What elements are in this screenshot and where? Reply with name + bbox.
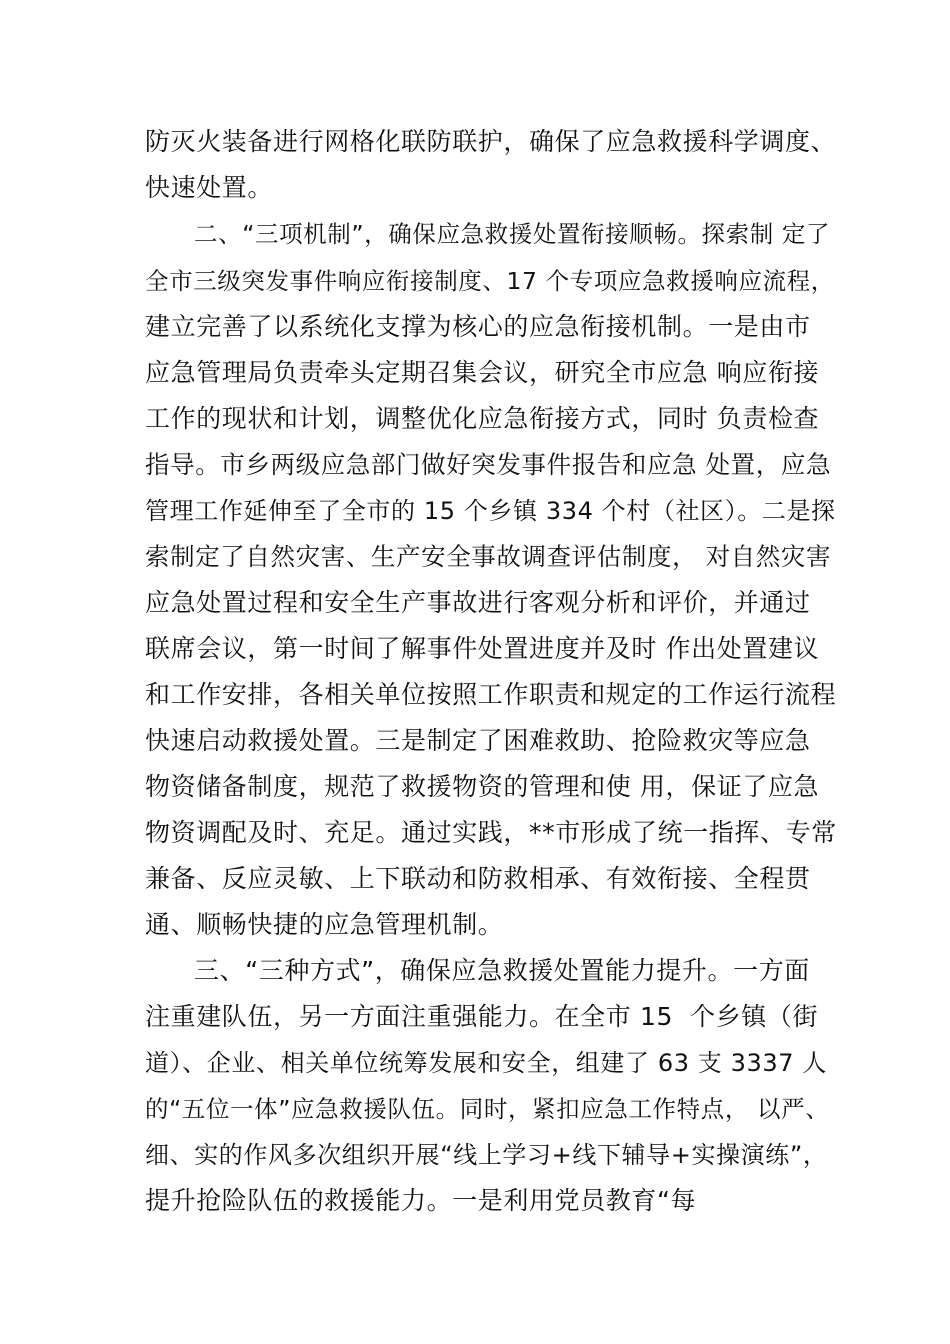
- text-line: 建立完善了以系统化支撑为核心的应急衔接机制。一是由市: [145, 312, 811, 341]
- text-line: 的“五位一体”应急救援队伍。同时，紧扣应急工作特点， 以严、: [145, 1095, 830, 1123]
- text-line: 通、顺畅快捷的应急管理机制。: [145, 910, 504, 939]
- text-line: 注重建队伍，另一方面注重强能力。在全市 15 个乡镇（街: [145, 1002, 819, 1031]
- text-line: 提升抢险队伍的救援能力。一是利用党员教育“每: [145, 1186, 697, 1215]
- text-line: 应急管理局负责牵头定期召集会议，研究全市应急 响应衔接: [145, 358, 820, 387]
- text-line: 索制定了自然灾害、生产安全事故调查评估制度， 对自然灾害: [145, 542, 832, 571]
- text-line: 全市三级突发事件响应衔接制度、17 个专项应急救援响应流程，: [145, 267, 835, 295]
- text-line: 防灭火装备进行网格化联防联护，确保了应急救援科学调度、: [145, 127, 837, 156]
- text-line: 物资储备制度，规范了救援物资的管理和使 用，保证了应急: [145, 772, 820, 801]
- text-line: 联席会议，第一时间了解事件处置进度并及时 作出处置建议: [145, 634, 820, 663]
- section-heading-line: 三、“三种方式”，确保应急救援处置能力提升。一方面: [194, 956, 810, 985]
- text-line: 细、实的作风多次组织开展“线上学习+线下辅导+实操演练”，: [145, 1141, 828, 1169]
- text-line: 和工作安排，各相关单位按照工作职责和规定的工作运行流程: [145, 680, 837, 709]
- text-line: 管理工作延伸至了全市的 15 个乡镇 334 个村（社区）。二是探: [145, 497, 836, 525]
- text-line: 兼备、反应灵敏、上下联动和防救相承、有效衔接、全程贯: [145, 864, 811, 893]
- text-line: 物资调配及时、充足。通过实践，**市形成了统一指挥、专常: [145, 818, 837, 847]
- text-line: 应急处置过程和安全生产事故进行客观分析和评价，并通过: [145, 588, 811, 617]
- text-line: 指导。市乡两级应急部门做好突发事件报告和应急 处置，应急: [145, 450, 832, 479]
- text-line: 道）、企业、相关单位统筹发展和安全，组建了 63 支 3337 人: [145, 1049, 827, 1077]
- text-line: 快速处置。: [145, 173, 274, 202]
- section-heading-line: 二、“三项机制”，确保应急救援处置衔接顺畅。探索制 定了: [194, 220, 831, 248]
- text-line: 快速启动救援处置。三是制定了困难救助、抢险救灾等应急: [145, 726, 811, 755]
- text-line: 工作的现状和计划，调整优化应急衔接方式，同时 负责检查: [145, 404, 820, 433]
